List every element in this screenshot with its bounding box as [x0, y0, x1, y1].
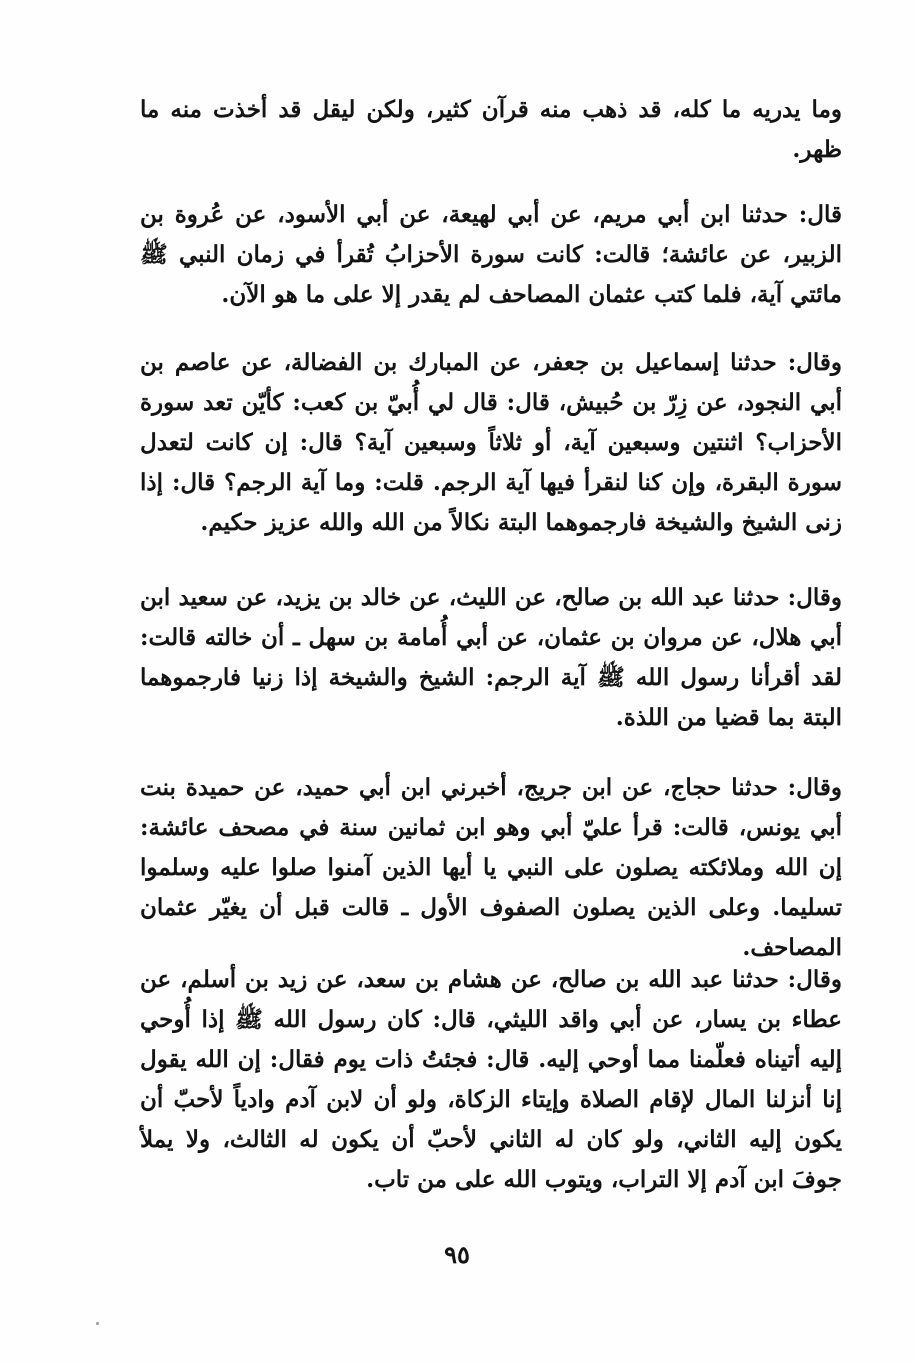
- paragraph-6: [140, 960, 842, 1200]
- paragraph-4: [140, 578, 842, 738]
- paragraph-text: قال: حدثنا ابن أبي مريم، عن أبي لهيعة، عن أبي الأسود، عن عُروة بن الزبير، عن عائشة؛ قالت: كانت سورة الأحزابُ تُقرأ في زمان النبي ﷺ مائتي آية، فلما كتب عثمان المصاحف لم يقدر إلا على ما هو الآن.: [140, 201, 842, 308]
- paragraph-text: وما يدريه ما كله، قد ذهب منه قرآن كثير، ولكن ليقل قد أخذت منه ما ظهر.: [140, 96, 842, 163]
- paragraph-5: [140, 768, 842, 968]
- page-number: ٩٥: [444, 1240, 470, 1269]
- paragraph-text: وقال: حدثنا عبد الله بن صالح، عن الليث، عن خالد بن يزيد، عن سعيد ابن أبي هلال، عن مروان بن عثمان، عن أبي أُمامة بن سهل ـ أن خالته قالت: لقد أقرأنا رسول الله ﷺ آية الرجم: الشيخ والشيخة إذا زنيا فارجموهما البتة بما قضيا من اللذة.: [140, 584, 842, 731]
- paragraph-text: وقال: حدثنا إسماعيل بن جعفر، عن المبارك بن الفضالة، عن عاصم بن أبي النجود، عن زِرّ بن حُبيش، قال: قال لي أُبيّ بن كعب: كأيّن تعد سورة الأحزاب؟ اثنتين وسبعين آية، أو ثلاثاً وسبعين آية؟ قال: إن كانت لتعدل سورة البقرة، وإن كنا لنقرأ فيها آية الرجم. قلت: وما آية الرجم؟ قال: إذا زنى الشيخ والشيخة فارجموهما البتة نكالاً من الله والله عزيز حكيم.: [140, 349, 842, 536]
- paragraph-1: [140, 90, 842, 170]
- paragraph-text: وقال: حدثنا حجاج، عن ابن جريج، أخبرني ابن أبي حميد، عن حميدة بنت أبي يونس، قالت: قرأ عليّ أبي وهو ابن ثمانين سنة في مصحف عائشة: إن الله وملائكته يصلون على النبي يا أيها الذين آمنوا صلوا عليه وسلموا تسليما. وعلى الذين يصلون الصفوف الأول ـ قالت قبل أن يغيّر عثمان المصاحف.: [140, 774, 842, 961]
- paragraph-3: [140, 343, 842, 543]
- paragraph-2: [140, 195, 842, 315]
- paragraph-text: وقال: حدثنا عبد الله بن صالح، عن هشام بن سعد، عن زيد بن أسلم، عن عطاء بن يسار، عن أبي واقد الليثي، قال: كان رسول الله ﷺ إذا أُوحي إليه أتيناه فعلّمنا مما أوحي إليه. قال: فجئتُ ذات يوم فقال: إن الله يقول إنا أنزلنا المال لإقام الصلاة وإيتاء الزكاة، ولو أن لابن آدم وادياً لأحبّ أن يكون إليه الثاني، ولو كان له الثاني لأحبّ أن يكون له الثالث، ولا يملأ جوفَ ابن آدم إلا التراب، ويتوب الله على من تاب.: [140, 966, 842, 1193]
- scan-speck: [96, 1322, 99, 1325]
